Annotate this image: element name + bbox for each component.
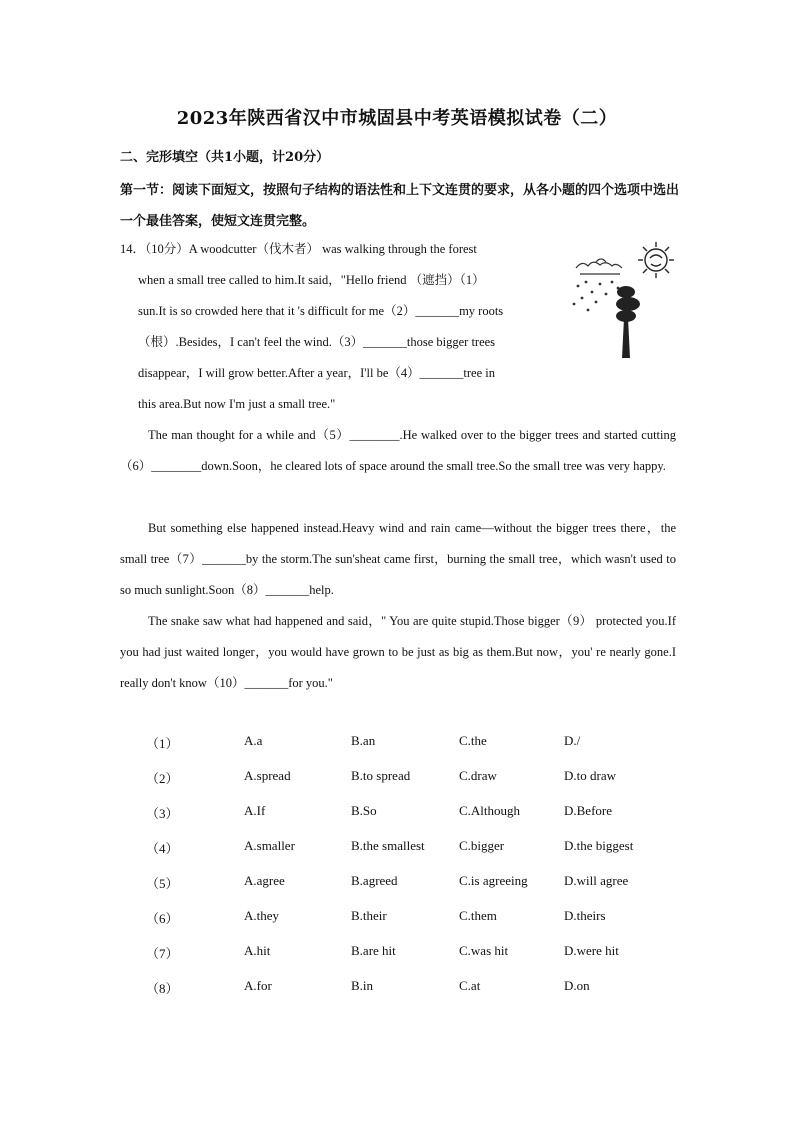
option-a[interactable]: A.a	[244, 733, 263, 748]
passage-paragraph-3	[120, 513, 676, 606]
option-row	[0, 978, 794, 1013]
option-a[interactable]: A.they	[244, 908, 280, 923]
option-c[interactable]: C.draw	[459, 768, 497, 783]
passage-line: sun.It is so crowded here that it 's difficult for me（2）_______my roots	[138, 304, 504, 318]
question-number: （7）	[146, 946, 179, 961]
option-row	[0, 768, 794, 803]
option-d[interactable]: D.Before	[564, 803, 613, 818]
passage-line: disappear，I will grow better.After a year，I'll be（4）_______tree in	[138, 366, 496, 380]
option-d[interactable]: D.were hit	[564, 943, 619, 958]
options-table	[0, 733, 794, 1013]
option-b[interactable]: B.are hit	[351, 943, 396, 958]
passage-line: 14．（10分）A woodcutter（伐木者） was walking through the forest	[120, 242, 477, 256]
option-row	[0, 873, 794, 908]
option-row	[0, 733, 794, 768]
passage-paragraph-2	[120, 420, 676, 482]
option-b[interactable]: B.their	[351, 908, 387, 923]
passage-line: when a small tree called to him.It said，"Hello friend （遮挡）（1）	[138, 273, 485, 287]
passage-line: （根）.Besides，I can't feel the wind.（3）_______those bigger trees	[138, 335, 496, 349]
question-number: （6）	[146, 911, 179, 926]
option-row	[0, 943, 794, 978]
option-c[interactable]: C.the	[459, 733, 487, 748]
option-d[interactable]: D.to draw	[564, 768, 616, 783]
question-number: （1）	[146, 736, 179, 751]
question-number: （8）	[146, 981, 179, 996]
option-d[interactable]: D.on	[564, 978, 590, 993]
section-heading: 二、完形填空（共1小题，计20分）	[120, 150, 330, 165]
option-a[interactable]: A.spread	[244, 768, 291, 783]
option-c[interactable]: C.Although	[459, 803, 521, 818]
option-row	[0, 803, 794, 838]
option-b[interactable]: B.agreed	[351, 873, 398, 888]
option-b[interactable]: B.the smallest	[351, 838, 425, 853]
option-b[interactable]: B.to spread	[351, 768, 411, 783]
option-b[interactable]: B.in	[351, 978, 374, 993]
passage-text: But something else happened instead.Heavy wind and rain came—without the bigger trees there，the small tree（7）_______by the storm.The sun'sheat came first，burning the small tree，which wasn't used to so much sunlight.Soon（8）_______help.	[120, 521, 676, 597]
instruction-text: 第一节：阅读下面短文，按照句子结构的语法性和上下文连贯的要求，从各小题的四个选项中选出一个最佳答案，使短文连贯完整。	[120, 183, 680, 229]
option-d[interactable]: D.will agree	[564, 873, 629, 888]
option-row	[0, 908, 794, 943]
option-c[interactable]: C.at	[459, 978, 481, 993]
option-c[interactable]: C.was hit	[459, 943, 509, 958]
tree-sun-icon	[566, 238, 678, 360]
page-title: 2023年陕西省汉中市城固县中考英语模拟试卷（二）	[176, 108, 618, 129]
passage-paragraph-1	[120, 234, 560, 420]
option-d[interactable]: D.theirs	[564, 908, 606, 923]
question-number: （4）	[146, 841, 179, 856]
option-a[interactable]: A.hit	[244, 943, 271, 958]
passage-paragraph-4	[120, 606, 676, 699]
option-a[interactable]: A.for	[244, 978, 272, 993]
option-c[interactable]: C.bigger	[459, 838, 505, 853]
question-number: （2）	[146, 771, 179, 786]
option-d[interactable]: D.the biggest	[564, 838, 634, 853]
passage-line: this area.But now I'm just a small tree."	[138, 397, 336, 411]
question-number: （3）	[146, 806, 179, 821]
passage-text: The snake saw what had happened and said，" You are quite stupid.Those bigger（9） protected you.If you had just waited longer，you would have grown to be just as big as them.But now，you' re nearly gone.I really don't know（10）_______for you."	[120, 614, 676, 690]
option-b[interactable]: B.an	[351, 733, 376, 748]
option-d[interactable]: D./	[564, 733, 581, 748]
option-b[interactable]: B.So	[351, 803, 377, 818]
option-row	[0, 838, 794, 873]
question-number: （5）	[146, 876, 179, 891]
option-a[interactable]: A.smaller	[244, 838, 295, 853]
option-a[interactable]: A.agree	[244, 873, 285, 888]
option-c[interactable]: C.them	[459, 908, 497, 923]
option-c[interactable]: C.is agreeing	[459, 873, 528, 888]
passage-text: The man thought for a while and（5）________.He walked over to the bigger trees and started cutting（6）________down.Soon，he cleared lots of space around the small tree.So the small tree was very happy.	[120, 428, 676, 473]
option-a[interactable]: A.If	[244, 803, 266, 818]
